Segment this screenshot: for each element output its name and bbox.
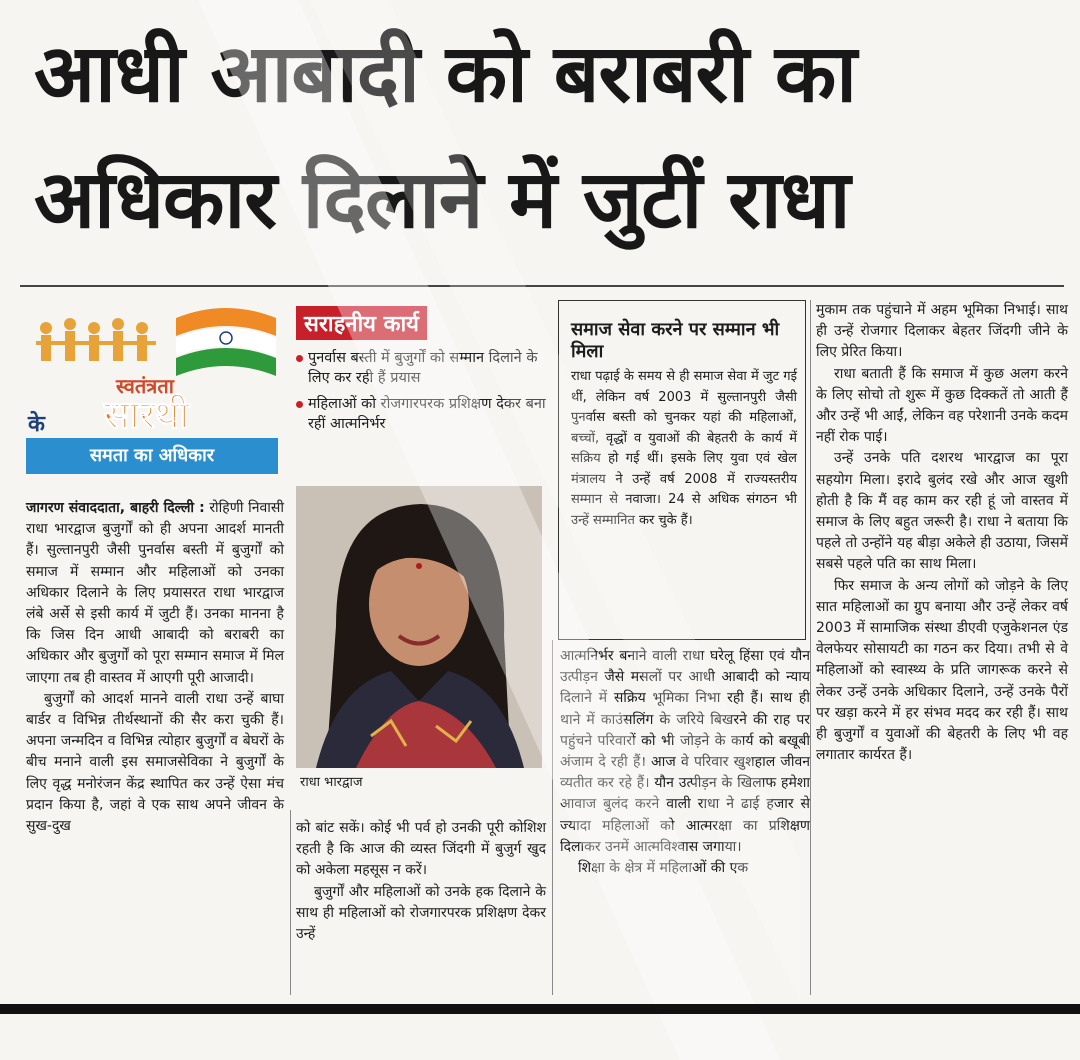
series-logo	[26, 298, 278, 476]
headline-line-1: आधी आबादी को बराबरी का	[34, 27, 857, 120]
paragraph: आत्मनिर्भर बनाने वाली राधा घरेलू हिंसा एवं यौन उत्पीड़न जैसे मसलों पर आधी आबादी को न्याय दिलाने में सक्रिय भूमिका निभा रही हैं। साथ ही थाने में काउंसलिंग के जरिये बिखरने की राह पर पहुंचने परिवारों को भी जोड़ने के कार्य को बखूबी अंजाम दे रही हैं। आज वे परिवार खुशहाल जीवन व्यतीत कर रहे हैं। यौन उत्पीड़न के खिलाफ हमेशा आवाज बुलंद करने वाली राधा ने ढाई हजार से ज्यादा महिलाओं को आत्मरक्षा का प्रशिक्षण दिलाकर उनमें आत्मविश्वास जगाया।	[560, 648, 810, 855]
photo-caption: राधा भारद्वाज	[300, 775, 363, 790]
column-divider	[552, 640, 553, 995]
bottom-border	[0, 1004, 1080, 1014]
paragraph: मुकाम तक पहुंचाने में अहम भूमिका निभाई। साथ ही उन्हें रोजगार दिलाकर बेहतर जिंदगी जीने के लिए प्रेरित किया।	[816, 302, 1068, 361]
sidebar-body: राधा पढ़ाई के समय से ही समाज सेवा में जुट गई थीं, लेकिन वर्ष 2003 में सुल्तानपुरी जैसी पुनर्वास बस्ती को चुनकर यहां की महिलाओं, बच्चों, वृद्धों व युवाओं की बेहतरी के कार्य में सक्रिय हो गई थीं। इसके लिए युवा एवं खेल मंत्रालय ने उन्हें वर्ष 2008 में राज्यस्तरीय सम्मान से नवाजा। 24 से अधिक संगठन भी उन्हें सम्मानित कर चुके हैं।	[571, 369, 797, 528]
dateline: जागरण संवाददाता, बाहरी दिल्ली :	[26, 500, 205, 516]
column-1	[26, 498, 284, 837]
bullet-icon	[296, 355, 303, 362]
column-2	[296, 818, 546, 945]
highlight-text: महिलाओं को रोजगारपरक प्रशिक्षण देकर बना रहीं आत्मनिर्भर	[308, 396, 546, 432]
portrait-photo	[296, 486, 542, 768]
paragraph: राधा बताती हैं कि समाज में कुछ अलग करने के लिए सोचो तो शुरू में कुछ दिक्कतें तो आती हैं और उन्हें भी आईं, लेकिन वह परेशानी उनके कदम नहीं रोक पाई।	[816, 365, 1068, 446]
paragraph: रोहिणी निवासी राधा भारद्वाज बुजुर्गों को ही अपना आदर्श मानती हैं। सुल्तानपुरी जैसी पुनर्वास बस्ती में बुजुर्गों को समाज में सम्मान और महिलाओं को उनका अधिकार दिलाने के लिए प्रयासरत राधा भारद्वाज लंबे अर्से से इसी कार्य में जुटी हैं। उनका मानना है कि जिस दिन आधी आबादी को बराबरी का अधिकार और बुजुर्गों को पूरा सम्मान समाज में मिल जाएगा तब ही वास्तव में आएगी पूरी आजादी।	[26, 500, 285, 686]
logo-word: सारथी	[104, 393, 190, 437]
highlight-text: पुनर्वास बस्ती में बुजुर्गों को सम्मान दिलाने के लिए कर रही हैं प्रयास	[308, 350, 538, 386]
highlights-box	[296, 306, 546, 440]
logo-band: समता का अधिकार	[26, 438, 278, 474]
logo-small-text: स्वतंत्रता	[116, 374, 174, 398]
headline-line-2: अधिकार दिलाने में जुटीं राधा	[34, 153, 850, 246]
paragraph: बुजुर्गों और महिलाओं को उनके हक दिलाने के साथ ही महिलाओं को रोजगारपरक प्रशिक्षण देकर उन्हें	[296, 883, 546, 943]
highlight-item	[296, 394, 546, 434]
column-divider	[290, 810, 291, 995]
paragraph: को बांट सकें। कोई भी पर्व हो उनकी पूरी कोशिश रहती है कि आज की व्यस्त जिंदगी में बुजुर्ग खुद को अकेला महसूस न करें।	[296, 820, 546, 879]
logo-ke-text: के	[28, 412, 45, 437]
headline-divider	[20, 285, 1064, 287]
paragraph: बुजुर्गों को आदर्श मानने वाली राधा उन्हें बाघा बार्डर व विभिन्न तीर्थस्थानों की सैर करा चुकी हैं। अपना जन्मदिन व विभिन्न त्योहार बुजुर्गों व बेघरों के बीच मनाने वाली इस समाजसेविका ने बुजुर्गों के लिए वृद्ध मनोरंजन केंद्र स्थापित कर उन्हें ऐसा मंच प्रदान किया है, जहां वे एक साथ अपने जीवन के सुख-दुख	[26, 690, 284, 835]
sidebar-title: समाज सेवा करने पर सम्मान भी मिला	[571, 319, 780, 362]
highlight-item	[296, 348, 546, 388]
bullet-icon	[296, 401, 303, 408]
person-portrait-icon	[296, 486, 542, 768]
column-divider	[810, 300, 811, 995]
column-3	[560, 646, 810, 879]
paragraph: उन्हें उनके पति दशरथ भारद्वाज का पूरा सहयोग मिला। इरादे बुलंद रखे और आज खुशी होती है कि मैं वह काम कर रही हूं जो वास्तव में समाज के लिए बहुत जरूरी है। राधा ने बताया कि पहले तो उन्होंने यह बीड़ा अकेले ही उठाया, जिसमें सबसे पहले पति का साथ मिला।	[816, 450, 1068, 573]
sidebar-box	[558, 300, 806, 640]
column-4	[816, 300, 1068, 766]
paragraph: शिक्षा के क्षेत्र में महिलाओं की एक	[578, 860, 749, 877]
highlights-title: सराहनीय कार्य	[296, 306, 427, 340]
paragraph: फिर समाज के अन्य लोगों को जोड़ने के लिए सात महिलाओं का ग्रुप बनाया और उन्हें लेकर वर्ष 2003 में सामाजिक संस्था डीएवी एजुकेशनल एंड वेलफेयर सोसायटी का गठन कर दिया। तभी से वे महिलाओं को स्वास्थ्य के प्रति जागरूक करने से लेकर उन्हें उनके अधिकार दिलाने, उन्हें उनके पैरों पर खड़ा करने में हर संभव मदद कर रही हैं। साथ ही बुजुर्गों व युवाओं की बेहतरी के लिए भी वह लगातार कार्यरत हैं।	[816, 577, 1068, 764]
